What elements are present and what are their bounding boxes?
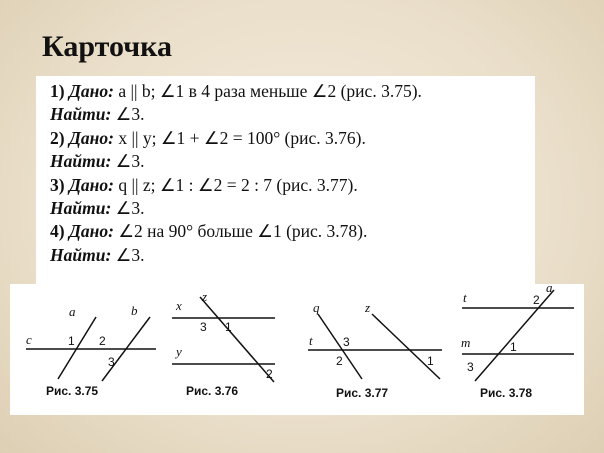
label-b: b bbox=[131, 303, 138, 318]
label-y: y bbox=[176, 344, 182, 359]
label-q: q bbox=[313, 300, 320, 315]
label-t: t bbox=[309, 333, 313, 348]
figures-svg bbox=[10, 284, 584, 415]
label-z: z bbox=[202, 289, 208, 304]
label-c: c bbox=[26, 332, 32, 347]
angle-3: 3 bbox=[467, 360, 474, 374]
angle-2: 2 bbox=[336, 354, 343, 368]
task-list bbox=[50, 80, 422, 267]
angle-2: 2 bbox=[533, 293, 540, 307]
label-m: m bbox=[461, 335, 471, 350]
task-3-find: Найти: ∠3. bbox=[50, 198, 145, 219]
line-z bbox=[200, 297, 274, 382]
label-t: t bbox=[463, 290, 467, 305]
angle-3: 3 bbox=[343, 335, 350, 349]
figure-3-78 bbox=[461, 284, 574, 400]
angle-2: 2 bbox=[99, 334, 106, 348]
label-a: a bbox=[546, 284, 553, 295]
angle-1: 1 bbox=[510, 340, 517, 354]
task-4-given: 4) Дано: ∠2 на 90° больше ∠1 (рис. 3.78). bbox=[50, 221, 368, 242]
figure-3-77 bbox=[308, 300, 442, 400]
angle-3: 3 bbox=[108, 355, 115, 369]
caption-3-75: Рис. 3.75 bbox=[46, 384, 99, 398]
task-2-find: Найти: ∠3. bbox=[50, 151, 145, 172]
angle-1: 1 bbox=[225, 320, 232, 334]
task-2-given: 2) Дано: x || y; ∠1 + ∠2 = 100° (рис. 3.76). bbox=[50, 127, 366, 148]
figure-3-76 bbox=[172, 289, 275, 398]
label-x: x bbox=[176, 298, 182, 313]
line-z bbox=[372, 314, 440, 379]
caption-3-77: Рис. 3.77 bbox=[336, 386, 389, 400]
angle-1: 1 bbox=[427, 354, 434, 368]
task-4-find: Найти: ∠3. bbox=[50, 244, 145, 265]
line-q bbox=[318, 314, 362, 379]
figures-panel bbox=[10, 284, 584, 415]
task-3-given: 3) Дано: q || z; ∠1 : ∠2 = 2 : 7 (рис. 3.77). bbox=[50, 174, 358, 195]
angle-3: 3 bbox=[200, 320, 207, 334]
figure-3-75 bbox=[26, 303, 156, 398]
caption-3-76: Рис. 3.76 bbox=[186, 384, 239, 398]
line-a bbox=[58, 317, 96, 379]
angle-2: 2 bbox=[266, 367, 273, 381]
task-1-given: 1) Дано: a || b; ∠1 в 4 раза меньше ∠2 (рис. 3.75). bbox=[50, 81, 422, 101]
label-a: a bbox=[69, 304, 76, 319]
label-z: z bbox=[365, 300, 371, 315]
angle-1: 1 bbox=[68, 334, 75, 348]
line-a bbox=[475, 290, 554, 381]
caption-3-78: Рис. 3.78 bbox=[480, 386, 533, 400]
page-title: Карточка bbox=[42, 30, 172, 63]
task-1-find: Найти: ∠3. bbox=[50, 104, 145, 125]
